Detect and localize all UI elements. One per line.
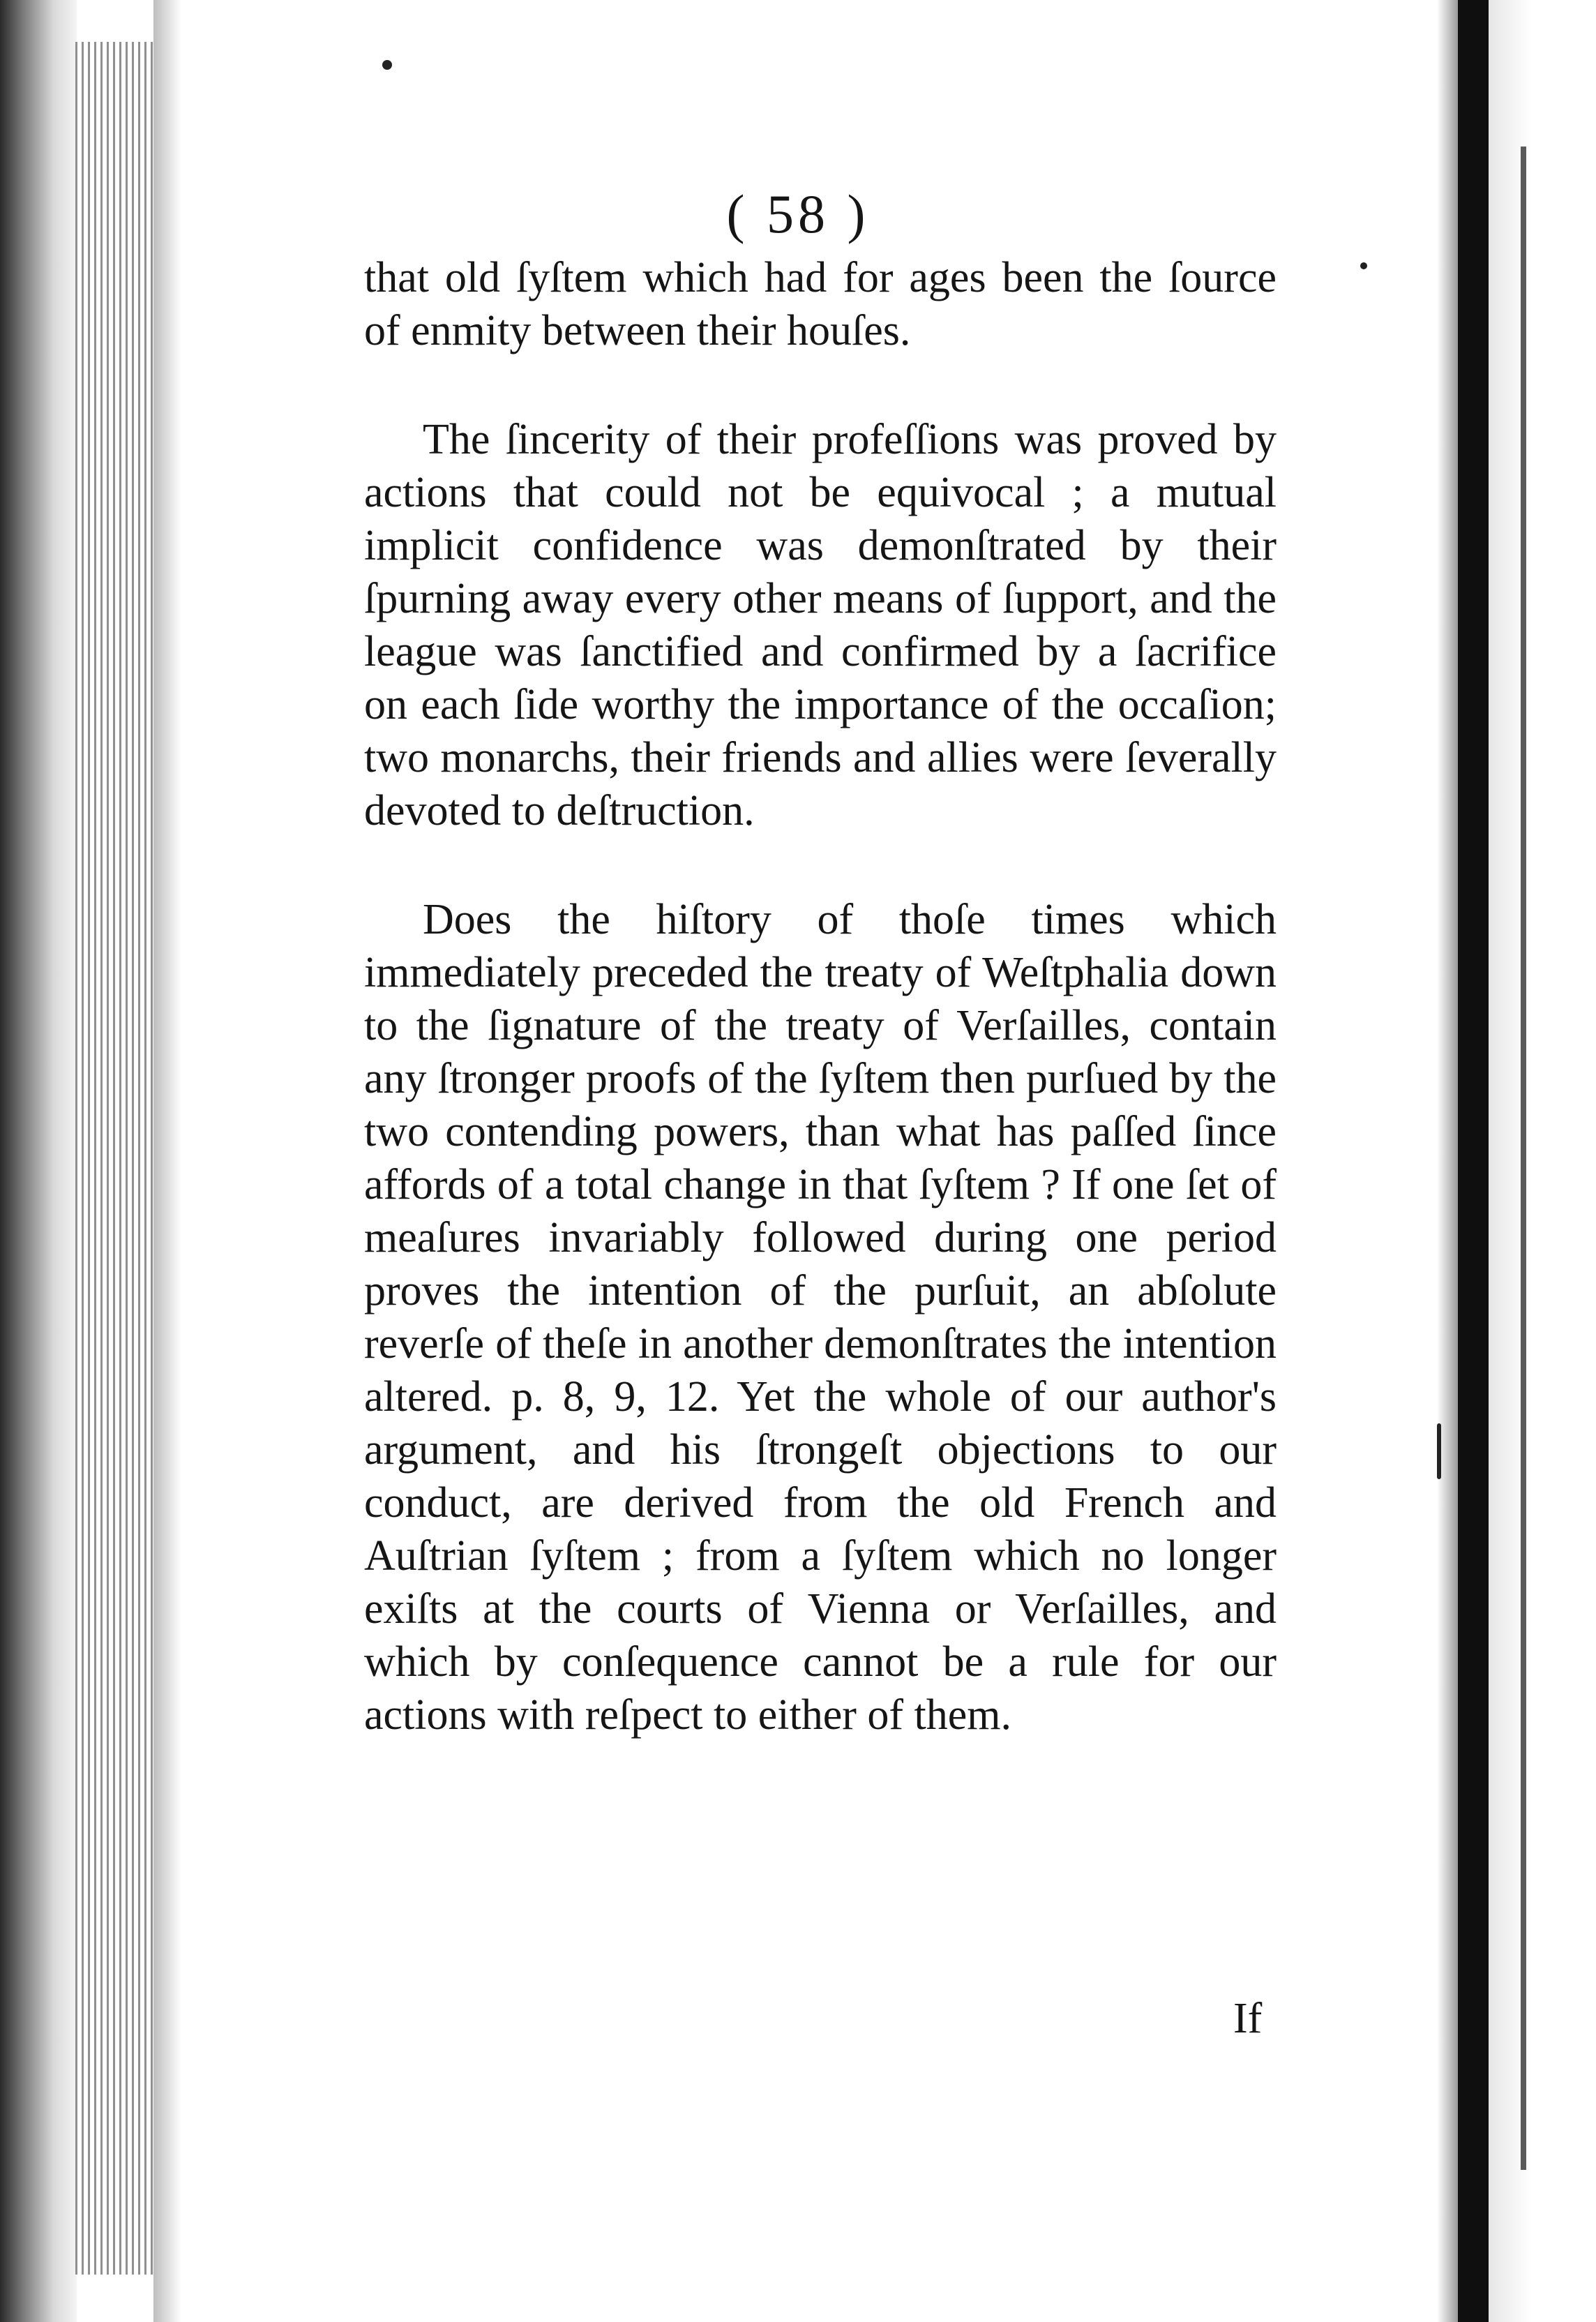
gutter <box>1458 0 1489 2322</box>
page-edges <box>75 42 159 2275</box>
binding-shadow <box>153 0 181 2322</box>
ink-speck <box>1437 1423 1441 1479</box>
ink-speck <box>382 60 392 70</box>
page-number: ( 58 ) <box>726 183 870 244</box>
paragraph: that old ſyſtem which had for ages been the ſource of enmity between their houſes. <box>364 254 1277 354</box>
facing-page-edge <box>1521 147 1526 2170</box>
book-edge <box>0 0 77 2322</box>
gutter-shadow <box>1437 0 1458 2322</box>
body-text <box>364 251 1277 1742</box>
ink-speck <box>1360 262 1367 269</box>
paragraph: Does the hiſtory of thoſe times which immediately preceded the treaty of Weſtphalia down to the ſignature of the treaty of Verſailles, contain any ſtronger proofs of the ſyſtem then purſued by the two contending powers, than what has paſſed ſince affords of a total change in that ſyſtem ? If one ſet of meaſures invariably followed during one period proves the intention of the purſuit, an abſolute reverſe of theſe in another demonſtrates the intention altered. p. 8, 9, 12. Yet the whole of our author's argument, and his ſtrongeſt objections to our conduct, are derived from the old French and Auſtrian ſyſtem ; from a ſyſtem which no longer exiſts at the courts of Vienna or Verſailles, and which by conſequence cannot be a rule for our actions with reſpect to either of them. <box>364 896 1277 1739</box>
paragraph: The ſincerity of their profeſſions was proved by actions that could not be equivocal ; a mutual implicit confidence was demonſtrated by their ſpurning away every other means of ſupport, and the league was ſanctified and confirmed by a ſacrifice on each ſide worthy the importance of the occaſion; two monarchs, their friends and allies were ſeverally devoted to deſtruction. <box>364 416 1277 834</box>
facing-page <box>1489 0 1596 2322</box>
catchword: If <box>1233 1995 1263 2042</box>
